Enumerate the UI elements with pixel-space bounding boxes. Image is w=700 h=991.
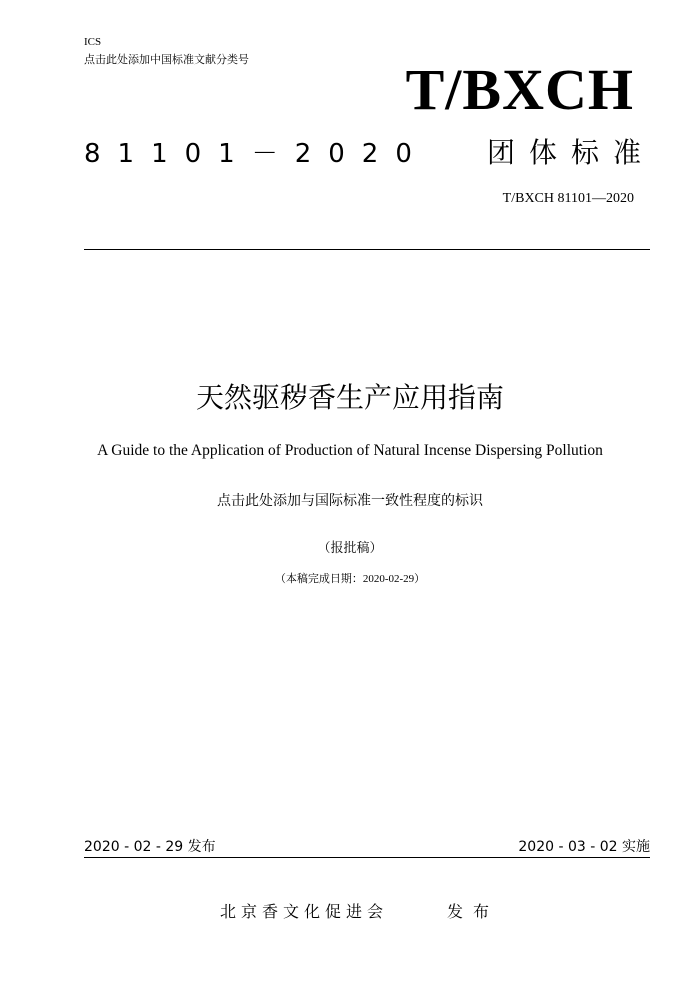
title-english: A Guide to the Application of Production of Natural Incense Dispersing Pollution bbox=[97, 442, 603, 459]
standard-number: T/BXCH 81101—2020 bbox=[502, 191, 634, 206]
header-divider bbox=[84, 249, 650, 250]
title-chinese: 天然驱秽香生产应用指南 bbox=[195, 381, 504, 414]
issuing-organization: 北京香文化促进会 bbox=[220, 902, 389, 921]
consistency-placeholder[interactable]: 点击此处添加与国际标准一致性程度的标识 bbox=[217, 493, 483, 509]
standard-code: 81101－2020 bbox=[84, 139, 429, 169]
issue-label: 发布 bbox=[447, 902, 500, 921]
classification-placeholder[interactable]: 点击此处添加中国标准文献分类号 bbox=[84, 53, 249, 66]
standard-logo: T/BXCH bbox=[405, 57, 634, 122]
issue-date: 2020 - 02 - 29 发布 bbox=[84, 839, 216, 855]
standard-type: 团体标准 bbox=[486, 136, 655, 169]
ics-label: ICS bbox=[84, 36, 102, 48]
draft-status: （报批稿） bbox=[317, 540, 383, 555]
footer-divider bbox=[84, 857, 650, 858]
finish-date: （本稿完成日期：2020-02-29） bbox=[274, 573, 426, 585]
implementation-date: 2020 - 03 - 02 实施 bbox=[518, 839, 650, 855]
